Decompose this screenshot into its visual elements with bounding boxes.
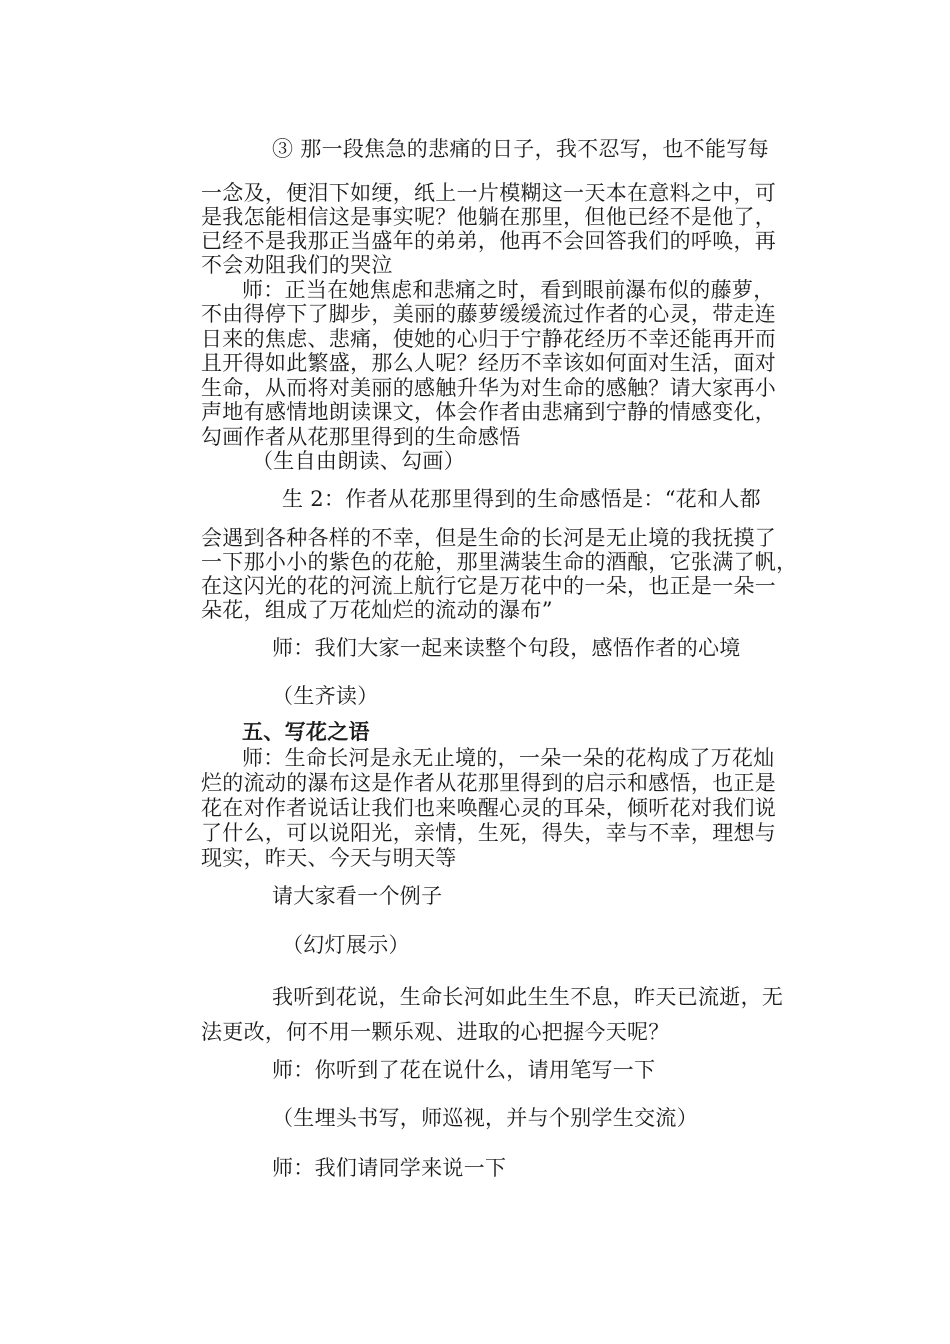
paragraph-line: 花在对作者说话让我们也来唤醒心灵的耳朵，倾听花对我们说 xyxy=(201,796,777,820)
paragraph-line: 勾画作者从花那里得到的生命感悟 xyxy=(201,425,521,449)
paragraph-line: 烂的流动的瀑布这是作者从花那里得到的启示和感悟，也正是 xyxy=(201,771,777,795)
paragraph-line: 朵花，组成了万花灿烂的流动的瀑布” xyxy=(201,598,553,622)
paragraph-line: 现实，昨天、今天与明天等 xyxy=(201,846,457,870)
slide-note: （幻灯展示） xyxy=(282,933,410,957)
paragraph-line: 会遇到各种各样的不幸，但是生命的长河是无止境的我抚摸了 xyxy=(201,526,777,550)
paragraph-line: 不由得停下了脚步，美丽的藤萝缓缓流过作者的心灵，带走连 xyxy=(201,302,777,326)
teacher-line: 师：你听到了花在说什么，请用笔写一下 xyxy=(272,1058,656,1082)
paragraph-line: 在这闪光的花的河流上航行它是万花中的一朵，也正是一朵一 xyxy=(201,574,777,598)
paragraph-line: 且开得如此繁盛，那么人呢？经历不幸该如何面对生活，面对 xyxy=(201,351,777,375)
student-action-note: （生埋头书写，师巡视，并与个别学生交流） xyxy=(272,1106,698,1130)
example-line: 我听到花说，生命长河如此生生不息，昨天已流逝，无 xyxy=(272,985,784,1009)
paragraph-line: 一下那小小的紫色的花舱，那里满装生命的酒酿，它张满了帆， xyxy=(201,550,798,574)
paragraph-line: 日来的焦虑、悲痛，使她的心归于宁静花经历不幸还能再开而 xyxy=(201,327,777,351)
student-action-note: （生自由朗读、勾画） xyxy=(252,449,465,473)
teacher-line: 请大家看一个例子 xyxy=(272,884,443,908)
paragraph-line: 了什么，可以说阳光，亲情，生死，得失，幸与不幸，理想与 xyxy=(201,821,777,845)
teacher-line: 师：我们大家一起来读整个句段，感悟作者的心境 xyxy=(272,636,741,660)
paragraph-line: 生命，从而将对美丽的感触升华为对生命的感触？请大家再小 xyxy=(201,376,777,400)
student-line: 生 2：作者从花那里得到的生命感悟是：“花和人都 xyxy=(282,487,761,511)
paragraph-line: 是我怎能相信这是事实呢？他躺在那里，但他已经不是他了， xyxy=(201,205,777,229)
paragraph-quote-3: ③ 那一段焦急的悲痛的日子，我不忍写，也不能写每 xyxy=(272,137,769,161)
teacher-line: 师：我们请同学来说一下 xyxy=(272,1156,507,1180)
teacher-line: 师：生命长河是永无止境的，一朵一朵的花构成了万花灿 xyxy=(242,746,775,770)
paragraph-line: 已经不是我那正当盛年的弟弟，他再不会回答我们的呼唤，再 xyxy=(201,229,777,253)
teacher-line: 师：正当在她焦虑和悲痛之时，看到眼前瀑布似的藤萝， xyxy=(242,278,775,302)
student-action-note: （生齐读） xyxy=(272,684,379,708)
paragraph-line: 不会劝阻我们的哭泣 xyxy=(201,253,393,277)
paragraph-line: 一念及，便泪下如绠，纸上一片模糊这一天本在意料之中，可 xyxy=(201,181,777,205)
section-heading: 五、写花之语 xyxy=(242,719,370,744)
paragraph-line: 声地有感情地朗读课文，体会作者由悲痛到宁静的情感变化， xyxy=(201,400,777,424)
example-line: 法更改，何不用一颗乐观、进取的心把握今天呢？ xyxy=(201,1020,670,1044)
